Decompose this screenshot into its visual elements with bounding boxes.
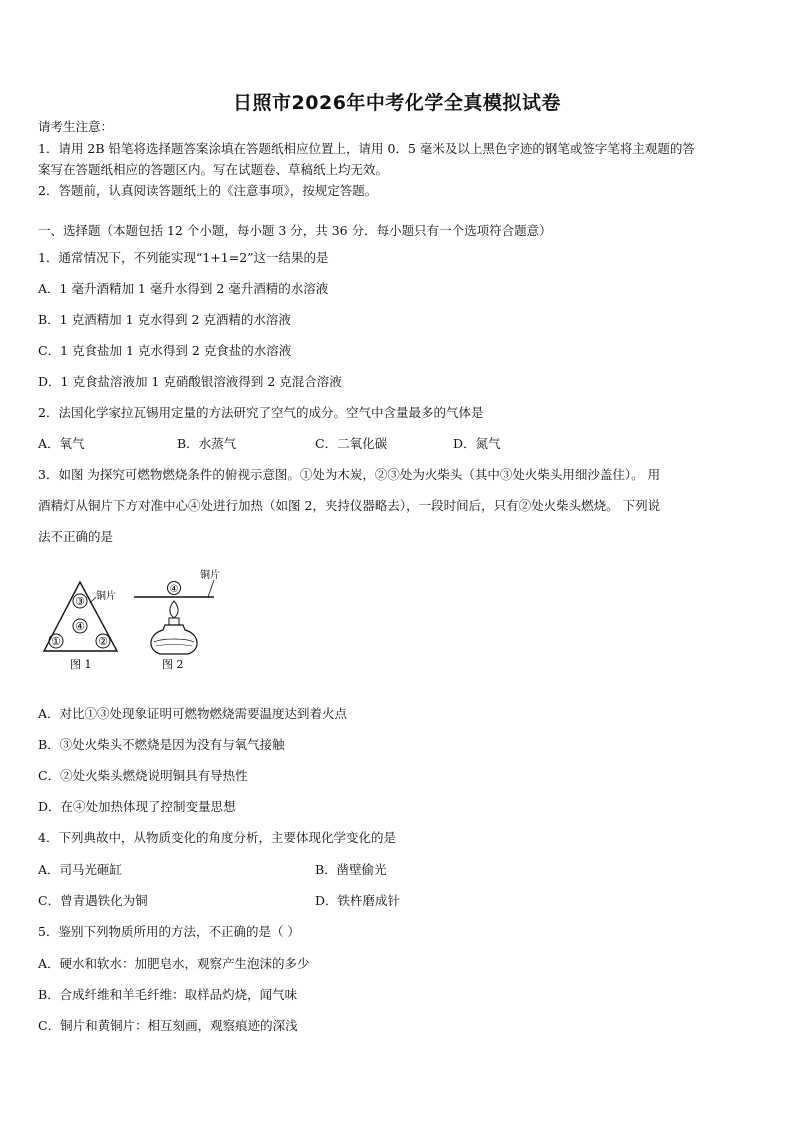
- copper-label-fig2: 铜片: [200, 570, 220, 581]
- marker-4-fig2: ④: [169, 584, 179, 595]
- question-1-stem: 1．通常情况下，不列能实现“1+1=2”这一结果的是: [38, 250, 329, 265]
- figure-2-label: 图 2: [162, 658, 184, 671]
- marker-4: ④: [75, 620, 85, 633]
- page-title: 日照市2026年中考化学全真模拟试卷: [233, 92, 561, 114]
- question-1-option-a: A．1 毫升酒精加 1 毫升水得到 2 毫升酒精的水溶液: [38, 281, 329, 296]
- alcohol-lamp-icon: [151, 625, 197, 654]
- copper-label-fig1: 铜片: [96, 591, 116, 602]
- flame-icon: [170, 601, 178, 618]
- question-3-option-a: A．对比①③处现象证明可燃物燃烧需要温度达到着火点: [38, 706, 348, 721]
- question-2-option-a: A．氧气: [38, 436, 85, 451]
- question-3-stem-2: 酒精灯从铜片下方对准中心④处进行加热（如图 2，夹持仪器略去），一段时间后，只有②处火柴头燃烧。 下列说: [38, 498, 661, 513]
- question-2-option-c: C．二氧化碳: [315, 436, 388, 451]
- question-1-option-c: C．1 克食盐加 1 克水得到 2 克食盐的水溶液: [38, 343, 292, 358]
- combustion-diagram: [38, 568, 238, 678]
- question-1-option-b: B．1 克酒精加 1 克水得到 2 克酒精的水溶液: [38, 312, 291, 327]
- marker-3: ③: [75, 595, 85, 608]
- question-3-stem-1: 3．如图 为探究可燃物燃烧条件的俯视示意图。①处为木炭，②③处为火柴头（其中③处火柴头用细沙盖住）。 用: [38, 467, 661, 482]
- marker-1: ①: [51, 635, 61, 648]
- question-4-option-c: C．曾青遇铁化为铜: [38, 893, 148, 908]
- notice-heading: 请考生注意：: [38, 119, 114, 134]
- question-2-option-d: D．氮气: [453, 436, 501, 451]
- notice-item-1-cont: 案写在答题纸相应的答题区内。写在试题卷、草稿纸上均无效。: [38, 162, 389, 177]
- question-3-stem-3: 法不正确的是: [38, 529, 114, 544]
- question-4-option-a: A．司马光砸缸: [38, 862, 123, 877]
- question-3-figure: [38, 568, 238, 682]
- question-5-stem: 5．鉴别下列物质所用的方法，不正确的是（ ）: [38, 924, 300, 939]
- figure-1-label: 图 1: [70, 658, 92, 671]
- notice-item-1: 1．请用 2B 铅笔将选择题答案涂填在答题纸相应位置上，请用 0．5 毫米及以上黑色字迹的钢笔或签字笔将主观题的答: [38, 141, 695, 156]
- section-heading: 一、选择题（本题包括 12 个小题，每小题 3 分，共 36 分．每小题只有一个选项符合题意）: [38, 223, 552, 238]
- question-5-option-a: A．硬水和软水：加肥皂水，观察产生泡沫的多少: [38, 956, 310, 971]
- question-1-option-d: D．1 克食盐溶液加 1 克硝酸银溶液得到 2 克混合溶液: [38, 374, 342, 389]
- question-2-stem: 2．法国化学家拉瓦锡用定量的方法研究了空气的成分。空气中含量最多的气体是: [38, 405, 484, 420]
- question-4-option-b: B．凿壁偷光: [315, 862, 387, 877]
- marker-2: ②: [98, 635, 108, 648]
- question-4-stem: 4．下列典故中，从物质变化的角度分析，主要体现化学变化的是: [38, 830, 396, 845]
- question-3-option-b: B．③处火柴头不燃烧是因为没有与氧气接触: [38, 737, 285, 752]
- question-5-option-b: B．合成纤维和羊毛纤维：取样品灼烧，闻气味: [38, 987, 298, 1002]
- question-3-option-d: D．在④处加热体现了控制变量思想: [38, 799, 236, 814]
- question-5-option-c: C．铜片和黄铜片：相互刻画，观察痕迹的深浅: [38, 1018, 298, 1033]
- question-2-option-b: B．水蒸气: [177, 436, 237, 451]
- question-4-option-d: D．铁杵磨成针: [315, 893, 401, 908]
- question-3-option-c: C．②处火柴头燃烧说明铜具有导热性: [38, 768, 248, 783]
- notice-item-2: 2．答题前，认真阅读答题纸上的《注意事项》，按规定答题。: [38, 183, 378, 198]
